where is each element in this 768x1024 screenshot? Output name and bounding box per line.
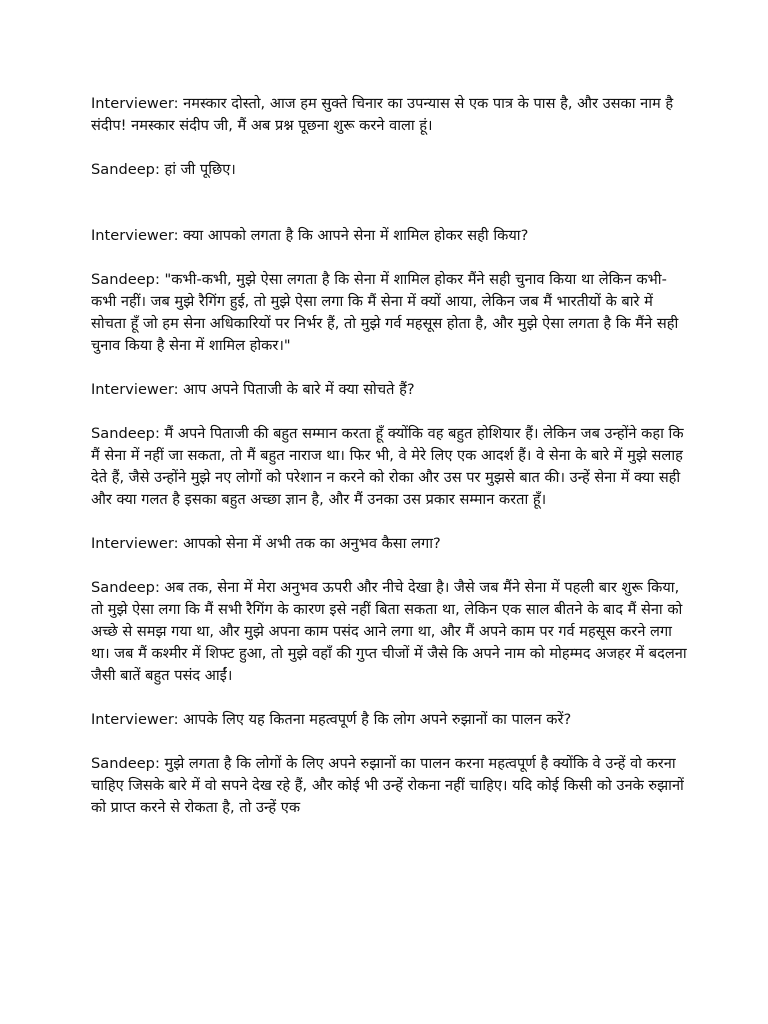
sandeep-line-2: Sandeep: "कभी-कभी, मुझे ऐसा लगता है कि सेना में शामिल होकर मैंने सही चुनाव किया था लेकिन कभी-कभी नहीं। जब मुझे रैगिंग हुई, तो मुझे ऐसा लगा कि मैं सेना में क्यों आया, लेकिन जब मैं भारतीयों के बारे में सोचता हूँ जो हम सेना अधिकारियों पर निर्भर हैं, तो मुझे गर्व महसूस होता है, और मुझे ऐसा लगता है कि मैंने सही चुनाव किया है सेना में शामिल होकर।" [91,271,679,354]
interview-transcript [91,93,691,841]
sandeep-line-4: Sandeep: अब तक, सेना में मेरा अनुभव ऊपरी और नीचे देखा है। जैसे जब मैंने सेना में पहली बार शुरू किया, तो मुझे ऐसा लगा कि मैं सभी रैगिंग के कारण इसे नहीं बिता सकता था, लेकिन एक साल बीतने के बाद मैं सेना को अच्छे से समझ गया था, और मुझे अपना काम पसंद आने लगा था, और मैं अपने काम पर गर्व महसूस करने लगा था। जब मैं कश्मीर में शिफ्ट हुआ, तो मुझे वहाँ की गुप्त चीजों में जैसे कि अपने नाम को मोहम्मद अजहर में बदलना जैसी बातें बहुत पसंद आईं। [91,579,687,684]
interviewer-line-5: Interviewer: आपके लिए यह कितना महत्वपूर्ण है कि लोग अपने रुझानों का पालन करें? [91,711,572,728]
sandeep-line-5: Sandeep: मुझे लगता है कि लोगों के लिए अपने रुझानों का पालन करना महत्वपूर्ण है क्योंकि वे उन्हें वो करना चाहिए जिसके बारे में वो सपने देख रहे हैं, और कोई भी उन्हें रोकना नहीं चाहिए। यदि कोई किसी को उनके रुझानों को प्राप्त करने से रोकता है, तो उन्हें एक [91,755,684,816]
interviewer-line-2: Interviewer: क्या आपको लगता है कि आपने सेना में शामिल होकर सही किया? [91,227,529,244]
interviewer-line-3: Interviewer: आप अपने पिताजी के बारे में क्या सोचते हैं? [91,381,415,398]
interviewer-line-4: Interviewer: आपको सेना में अभी तक का अनुभव कैसा लगा? [91,535,441,552]
sandeep-line-3: Sandeep: मैं अपने पिताजी की बहुत सम्मान करता हूँ क्योंकि वह बहुत होशियार हैं। लेकिन जब उन्होंने कहा कि मैं सेना में नहीं जा सकता, तो मैं बहुत नाराज था। फिर भी, वे मेरे लिए एक आदर्श हैं। वे सेना के बारे में मुझे सलाह देते हैं, जैसे उन्होंने मुझे नए लोगों को परेशान न करने को रोका और उस पर मुझसे बात की। उन्हें सेना में क्या सही और क्या गलत है इसका बहुत अच्छा ज्ञान है, और मैं उनका उस प्रकार सम्मान करता हूँ। [91,425,684,508]
sandeep-line-1: Sandeep: हां जी पूछिए। [91,161,236,178]
interviewer-line-1: Interviewer: नमस्कार दोस्तो, आज हम सुक्ते चिनार का उपन्यास से एक पात्र के पास है, और उसका नाम है संदीप! नमस्कार संदीप जी, मैं अब प्रश्न पूछना शुरू करने वाला हूं। [91,95,674,134]
